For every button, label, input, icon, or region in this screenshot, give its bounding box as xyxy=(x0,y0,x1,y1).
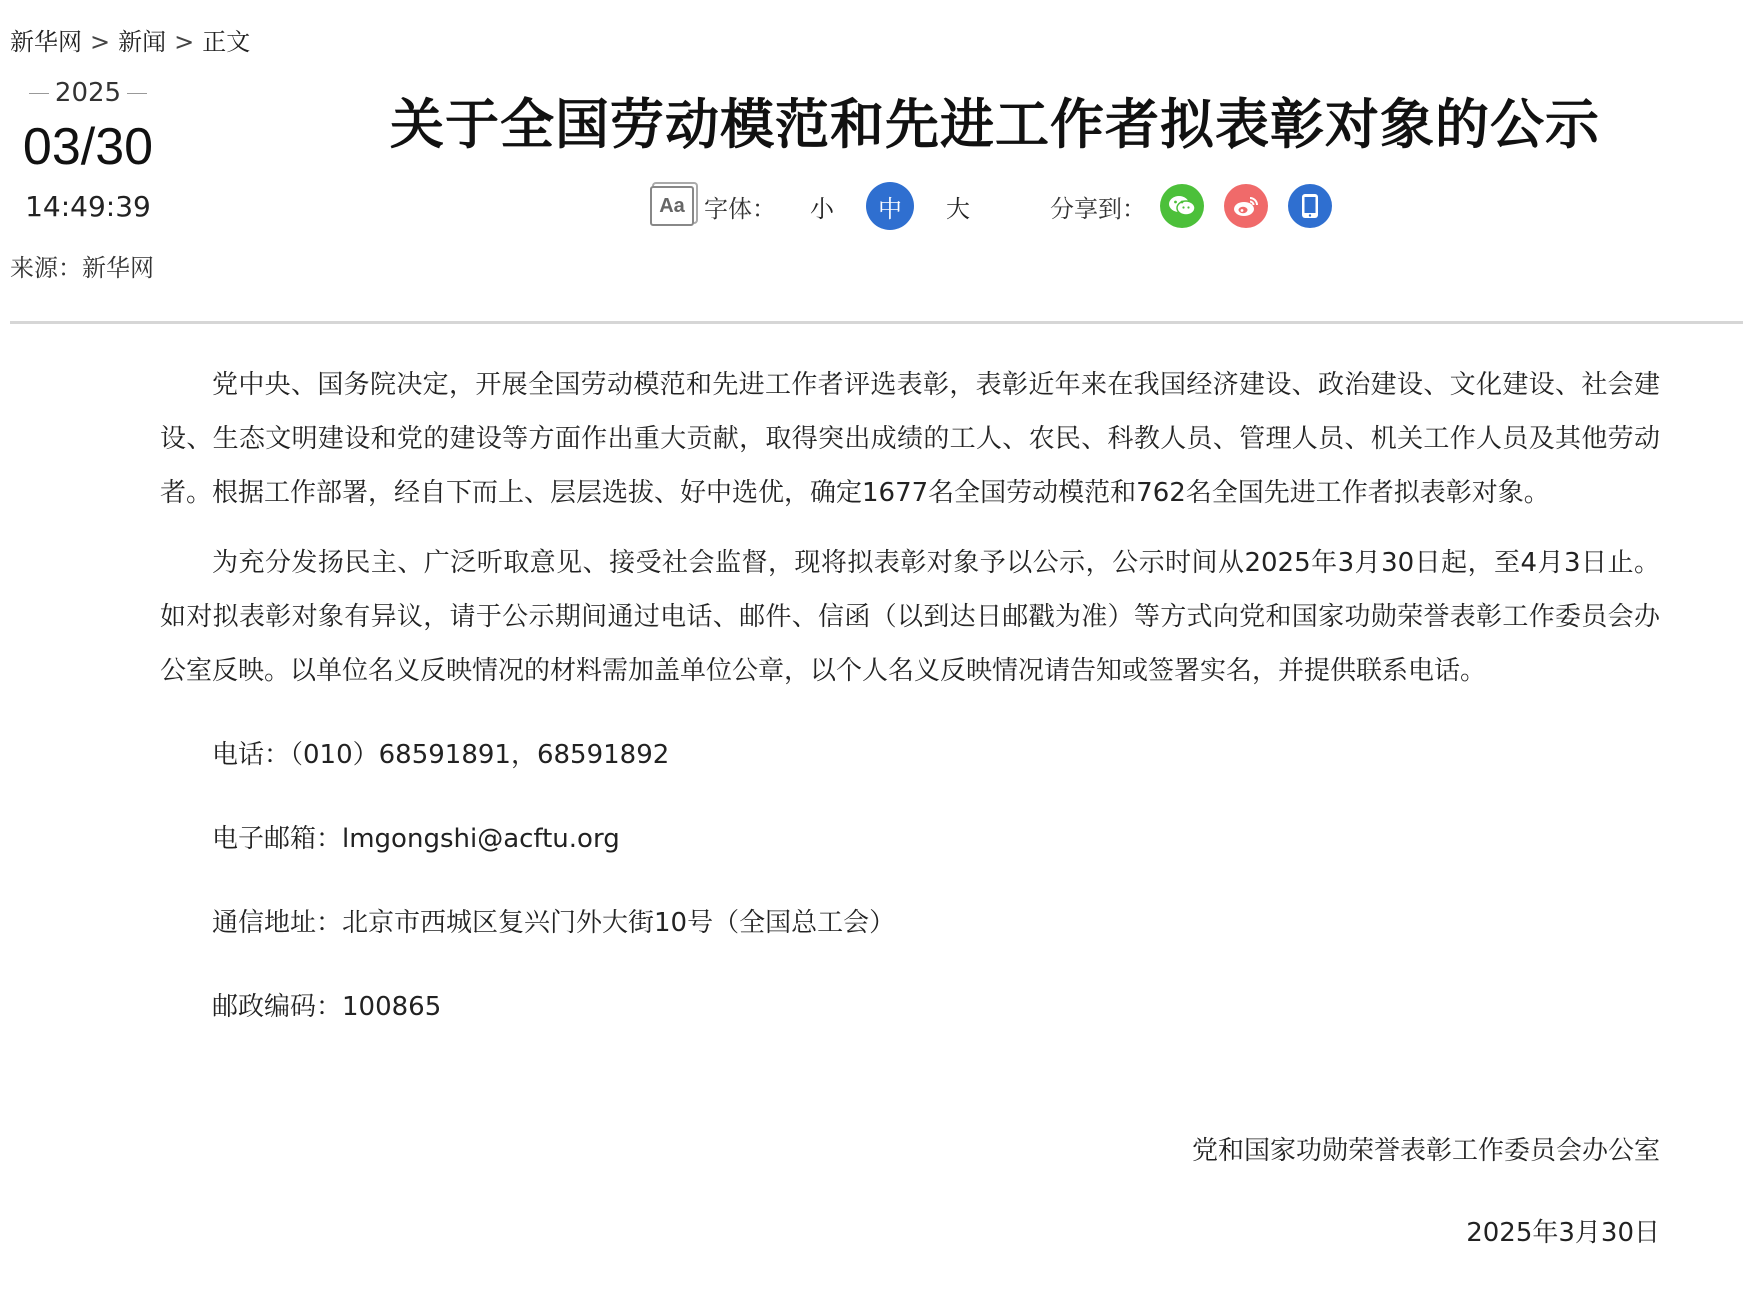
contact-email: 电子邮箱：lmgongshi@acftu.org xyxy=(212,824,620,854)
font-size-large-button[interactable]: 大 xyxy=(946,194,970,223)
font-size-small-button[interactable]: 小 xyxy=(810,194,834,223)
contact-postcode: 邮政编码：100865 xyxy=(212,992,442,1022)
article-title: 关于全国劳动模范和先进工作者拟表彰对象的公示 xyxy=(390,93,1600,156)
font-size-icon: Aa xyxy=(650,186,694,226)
publish-year: 2025 xyxy=(54,78,122,108)
article-paragraph: 为充分发扬民主、广泛听取意见、接受社会监督，现将拟表彰对象予以公示，公示时间从2025年3月30日起，至4月3日止。如对拟表彰对象有异议，请于公示期间通过电话、邮件、信函（以到达日邮戳为准）等方式向党和国家功勋荣誉表彰工作委员会办公室反映。以单位名义反映情况的材料需加盖单位公章，以个人名义反映情况请告知或签署实名，并提供联系电话。 xyxy=(160,548,1660,686)
breadcrumb-current: 正文 xyxy=(202,28,251,56)
header-divider xyxy=(10,321,1743,324)
weibo-icon[interactable] xyxy=(1224,184,1268,228)
breadcrumb-separator: > xyxy=(90,28,111,56)
article-source: 来源：新华网 xyxy=(10,254,154,282)
signature-office: 党和国家功勋荣誉表彰工作委员会办公室 xyxy=(1191,1136,1660,1166)
contact-phone: 电话：（010）68591891，68591892 xyxy=(212,740,670,770)
font-size-label: 字体： xyxy=(704,194,776,223)
contact-address: 通信地址：北京市西城区复兴门外大街10号（全国总工会） xyxy=(212,908,896,938)
signature-date: 2025年3月30日 xyxy=(1466,1218,1660,1248)
breadcrumb xyxy=(10,22,250,57)
year-left-dash xyxy=(29,93,49,94)
breadcrumb-news-link[interactable]: 新闻 xyxy=(118,28,167,56)
share-label: 分享到： xyxy=(1050,194,1146,223)
publish-time: 14:49:39 xyxy=(25,190,151,223)
year-right-dash xyxy=(127,93,147,94)
publish-date-block xyxy=(10,78,166,223)
breadcrumb-home-link[interactable]: 新华网 xyxy=(10,28,82,56)
article-body xyxy=(160,358,1660,1064)
mobile-icon[interactable] xyxy=(1288,184,1332,228)
font-size-medium-button[interactable]: 中 xyxy=(866,182,914,230)
publish-month-day: 03/30 xyxy=(22,118,154,176)
breadcrumb-separator: > xyxy=(174,28,195,56)
wechat-icon[interactable] xyxy=(1160,184,1204,228)
publish-year-row xyxy=(10,78,166,108)
article-toolbar xyxy=(650,178,1332,234)
article-paragraph: 党中央、国务院决定，开展全国劳动模范和先进工作者评选表彰，表彰近年来在我国经济建设、政治建设、文化建设、社会建设、生态文明建设和党的建设等方面作出重大贡献，取得突出成绩的工人、农民、科教人员、管理人员、机关工作人员及其他劳动者。根据工作部署，经自下而上、层层选拔、好中选优，确定1677名全国劳动模范和762名全国先进工作者拟表彰对象。 xyxy=(160,370,1660,508)
